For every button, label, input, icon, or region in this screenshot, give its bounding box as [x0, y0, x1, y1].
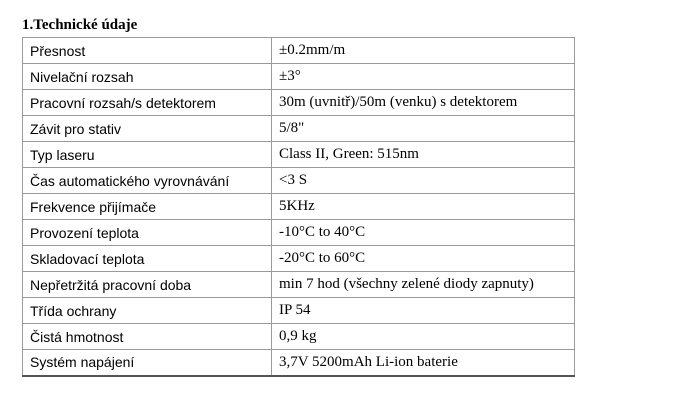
spec-value: -10°C to 40°C — [272, 220, 575, 246]
spec-label: Nepřetržitá pracovní doba — [23, 272, 272, 298]
spec-value: Class II, Green: 515nm — [272, 142, 575, 168]
table-row — [23, 220, 575, 246]
spec-label: Závit pro stativ — [23, 116, 272, 142]
table-row — [23, 194, 575, 220]
spec-label: Provození teplota — [23, 220, 272, 246]
spec-value: ±3° — [272, 64, 575, 90]
spec-label: Systém napájení — [23, 350, 272, 376]
table-row — [23, 142, 575, 168]
spec-label: Čistá hmotnost — [23, 324, 272, 350]
spec-value: min 7 hod (všechny zelené diody zapnuty) — [272, 272, 575, 298]
table-row — [23, 90, 575, 116]
spec-value: 30m (uvnitř)/50m (venku) s detektorem — [272, 90, 575, 116]
spec-value: <3 S — [272, 168, 575, 194]
table-row — [23, 324, 575, 350]
spec-value: 3,7V 5200mAh Li-ion baterie — [272, 350, 575, 376]
table-row — [23, 350, 575, 376]
table-row — [23, 272, 575, 298]
table-row — [23, 38, 575, 64]
table-row — [23, 298, 575, 324]
spec-label: Přesnost — [23, 38, 272, 64]
table-row — [23, 246, 575, 272]
spec-value: ±0.2mm/m — [272, 38, 575, 64]
spec-value: -20°C to 60°C — [272, 246, 575, 272]
spec-label: Skladovací teplota — [23, 246, 272, 272]
spec-value: 5/8" — [272, 116, 575, 142]
spec-value: 5KHz — [272, 194, 575, 220]
table-row — [23, 116, 575, 142]
spec-table-body — [23, 38, 575, 376]
spec-label: Čas automatického vyrovnávání — [23, 168, 272, 194]
table-row — [23, 64, 575, 90]
spec-value: 0,9 kg — [272, 324, 575, 350]
spec-label: Frekvence přijímače — [23, 194, 272, 220]
spec-label: Pracovní rozsah/s detektorem — [23, 90, 272, 116]
spec-value: IP 54 — [272, 298, 575, 324]
table-row — [23, 168, 575, 194]
section-title: 1.Technické údaje — [22, 17, 138, 33]
spec-table — [22, 37, 575, 377]
spec-label: Nivelační rozsah — [23, 64, 272, 90]
spec-label: Typ laseru — [23, 142, 272, 168]
spec-label: Třída ochrany — [23, 298, 272, 324]
